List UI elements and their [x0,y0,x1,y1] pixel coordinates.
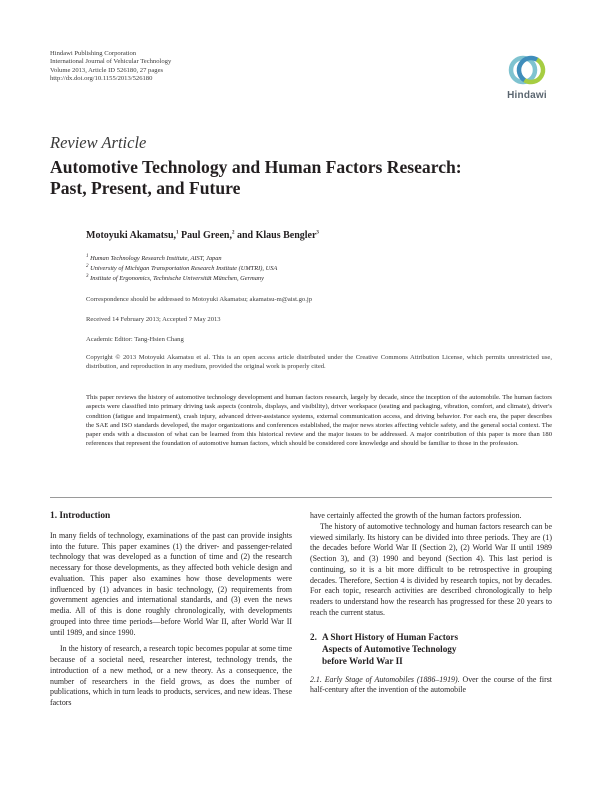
article-type: Review Article [50,133,147,152]
affiliation [86,254,277,264]
left-column [50,511,292,709]
abstract: This paper reviews the history of automotive technology development and human factors research, largely by decade, since the inception of the automobile. The human factors aspects were classified into primary driving task aspects (controls, displays, and visibility), driver workspace (seating and packaging, vibration, comfort, and climate), driver's condition (fatigue and impairment), crash injury, advanced driver-assistance systems, external communication access, and driving behavior. For each era, the paper describes the SAE and ISO standards developed, the major organizations and conferences established, the major news stories affecting vehicle safety, and the general social context. The paper ends with a discussion of what can be learned from this historical review and the major issues to be addressed. A major contribution of this paper is more than 180 references that represent the foundation of automotive human factors, which should be considered core knowledge and should be familiar to those in the profession. [86,394,552,448]
affiliation-text: University of Michigan Transportation Research Institute (UMTRI), USA [88,265,278,272]
affiliation-mark: 1 [86,253,89,259]
dates-line: Received 14 February 2013; Accepted 7 May 2013 [86,316,221,323]
author-affil-mark: 1 [176,230,179,236]
paragraph: 2.1. Early Stage of Automobiles (1886–1919). Over the course of the first half-century after the invention of the automobile [310,674,552,695]
author-name: Motoyuki Akamatsu, [86,230,177,241]
title-line-2: Past, Present, and Future [50,178,241,198]
section-divider [50,497,552,498]
correspondence-line: Correspondence should be addressed to Motoyuki Akamatsu; akamatsu-m@aist.go.jp [86,296,313,303]
author-list [86,230,319,241]
copyright-notice: Copyright © 2013 Motoyuki Akamatsu et al. This is an open access article distributed under the Creative Commons Attribution License, which permits unrestricted use, distribution, and reproduction in any medium, provided the original work is properly cited. [86,354,552,370]
right-column [310,511,552,696]
affiliation-mark: 2 [86,263,89,269]
author-name: and Klaus Bengler [234,230,317,241]
volume-line: Volume 2013, Article ID 526180, 27 pages [50,66,164,74]
section-number: 2. [310,631,317,642]
section-heading-introduction: 1. Introduction [50,511,111,521]
author-affil-mark: 2 [231,230,235,236]
subsection-heading: 2.1. Early Stage of Automobiles (1886–1919). [310,674,460,684]
affiliation-list [86,254,277,284]
affiliation [86,264,277,274]
journal-header [50,50,171,84]
paragraph: In many fields of technology, examinations of the past can provide insights into the future. This paper examines (1) the driver- and passenger-related technology that was developed as a function of time and (2) the research necessary for those developments, as they affected both vehicle design and evaluation. This paper also examines how those developments were influenced by (1) advances in basic technology, (2) requirements from government agencies and international standards, and (3) even the news media. All of this is done roughly chronologically, with developments grouped into three time periods—before World War II, after World War II until 1989, and since 1990. [50,530,292,637]
affiliation-mark: 3 [86,273,89,279]
journal-name: International Journal of Vehicular Technology [50,58,172,66]
affiliation-text: Institute of Ergonomics, Technische Universität München, Germany [88,275,264,282]
section-heading-history: 2. A Short History of Human Factors Aspects of Automotive Technology before World War II [310,631,459,666]
hindawi-logo-text: Hindawi [507,90,547,101]
paragraph: In the history of research, a research topic becomes popular at some time because of a societal need, researcher interest, technology trends, the introduction of a new method, or a new theory. As a consequence, the number of researchers in the field grows, as does the number of publications, which in turn leads to products, services, and new ideas. These factors [50,644,292,707]
title-line-1: Automotive Technology and Human Factors Research: [50,157,462,177]
author-name: Paul Green, [178,230,232,241]
article-title [50,157,550,199]
publisher-name: Hindawi Publishing Corporation [50,50,137,57]
doi-link[interactable]: http://dx.doi.org/10.1155/2013/526180 [50,75,153,83]
paragraph: have certainly affected the growth of the human factors profession. [310,511,522,520]
paragraph: The history of automotive technology and human factors research can be viewed similarly. Its history can be divided into three periods. They are (1) the decades before World War II (Section 2), (2) World War II until 1989 (Section 3), and (3) 1990 and beyond (Section 4). This last period is continuing, so it is a bit more difficult to be retrospective in grouping decades. Therefore, Section 4 is divided by research topics, not by decades. For each topic, research activities are described chronologically to help readers to understand how the research has progressed for these 20 years to reach the current status. [310,521,552,617]
affiliation [86,274,277,284]
author-affil-mark: 3 [316,230,319,236]
affiliation-text: Human Technology Research Institute, AIST, Japan [88,255,222,262]
editor-line: Academic Editor: Tang-Hsien Chang [86,336,184,343]
